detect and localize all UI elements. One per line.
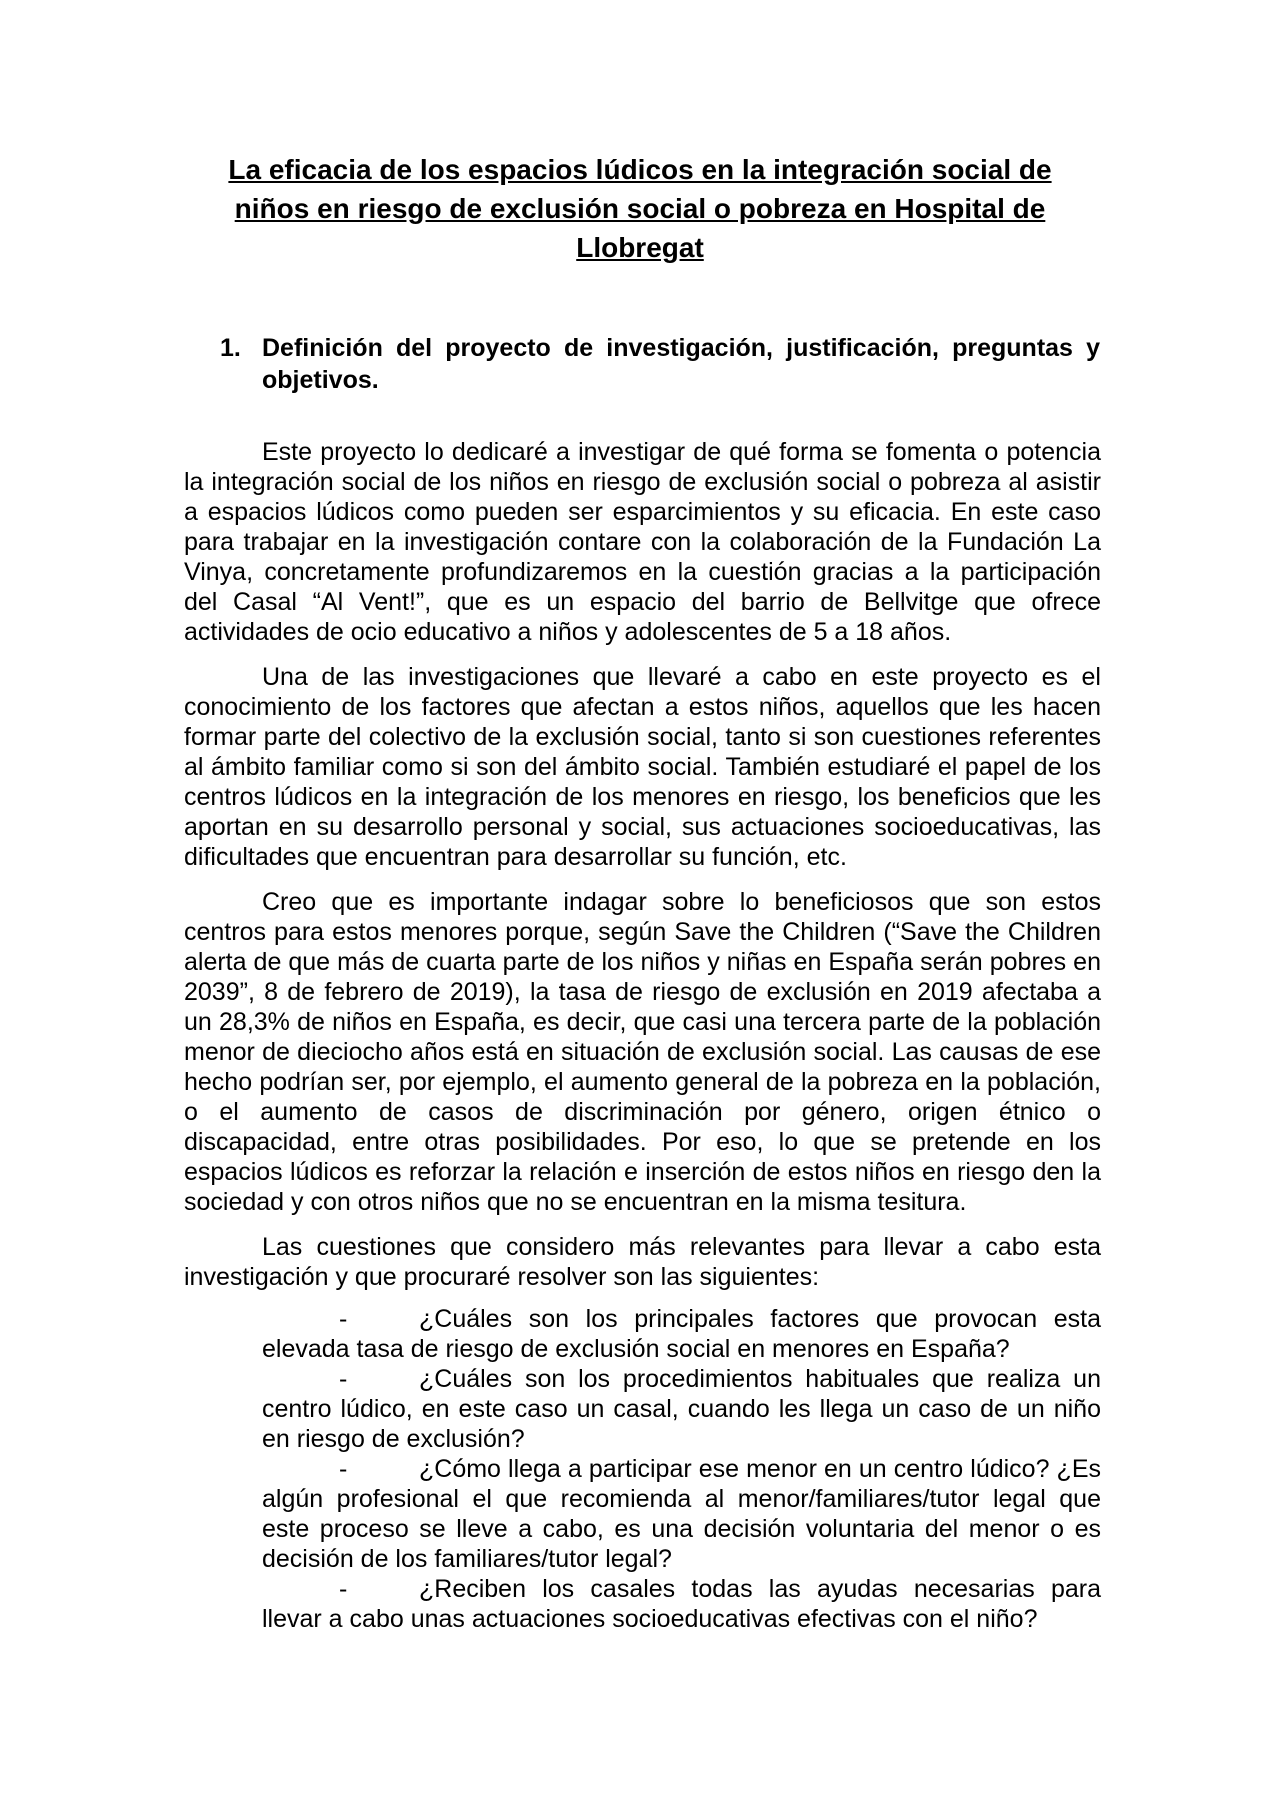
question-dash: - — [339, 1365, 348, 1393]
document-title: La eficacia de los espacios lúdicos en la integración social de niños en riesgo de exclusión social o pobreza en Hospital de Llobregat — [228, 154, 1052, 263]
question-dash: - — [339, 1305, 348, 1333]
paragraph-questions-intro: Las cuestiones que considero más relevantes para llevar a cabo esta investigación y que procuraré resolver son las siguientes: — [184, 1233, 1101, 1291]
document-body — [184, 437, 1101, 1634]
question-text: ¿Cuáles son los principales factores que provocan esta elevada tasa de riesgo de exclusión social en menores en España? — [262, 1305, 1101, 1363]
section-heading-text: Definición del proyecto de investigación, justificación, preguntas y objetivos. — [262, 334, 1100, 394]
question-item — [262, 1364, 1101, 1454]
paragraph-justification: Creo que es importante indagar sobre lo beneficiosos que son estos centros para estos menores porque, según Save the Children (“Save the Children alerta de que más de cuarta parte de los niños y niñas en España serán pobres en 2039”, 8 de febrero de 2019), la tasa de riesgo de exclusión en 2019 afectaba a un 28,3% de niños en España, es decir, que casi una tercera parte de la población menor de dieciocho años está en situación de exclusión social. Las causas de ese hecho podrían ser, por ejemplo, el aumento general de la pobreza en la población, o el aumento de casos de discriminación por género, origen étnico o discapacidad, entre otras posibilidades. Por eso, lo que se pretende en los espacios lúdicos es reforzar la relación e inserción de estos niños en riesgo den la sociedad y con otros niños que no se encuentran en la misma tesitura. — [184, 888, 1101, 1216]
question-text: ¿Cuáles son los procedimientos habituales que realiza un centro lúdico, en este caso un casal, cuando les llega un caso de un niño en riesgo de exclusión? — [262, 1365, 1101, 1453]
question-item — [262, 1574, 1101, 1634]
question-list — [184, 1304, 1101, 1634]
section-number: 1. — [220, 334, 241, 362]
question-dash: - — [339, 1455, 348, 1483]
question-text: ¿Reciben los casales todas las ayudas necesarias para llevar a cabo unas actuaciones socioeducativas efectivas con el niño? — [262, 1575, 1101, 1633]
question-item — [262, 1304, 1101, 1364]
question-text: ¿Cómo llega a participar ese menor en un centro lúdico? ¿Es algún profesional el que recomienda al menor/familiares/tutor legal que este proceso se lleve a cabo, es una decisión voluntaria del menor o es decisión de los familiares/tutor legal? — [262, 1455, 1101, 1573]
section-heading — [220, 332, 1100, 396]
question-item — [262, 1454, 1101, 1574]
paragraph-intro: Este proyecto lo dedicaré a investigar de qué forma se fomenta o potencia la integración social de los niños en riesgo de exclusión social o pobreza al asistir a espacios lúdicos como pueden ser esparcimientos y su eficacia. En este caso para trabajar en la investigación contare con la colaboración de la Fundación La Vinya, concretamente profundizaremos en la cuestión gracias a la participación del Casal “Al Vent!”, que es un espacio del barrio de Bellvitge que ofrece actividades de ocio educativo a niños y adolescentes de 5 a 18 años. — [184, 438, 1101, 646]
question-dash: - — [339, 1575, 348, 1603]
paragraph-research: Una de las investigaciones que llevaré a cabo en este proyecto es el conocimiento de los factores que afectan a estos niños, aquellos que les hacen formar parte del colectivo de la exclusión social, tanto si son cuestiones referentes al ámbito familiar como si son del ámbito social. También estudiaré el papel de los centros lúdicos en la integración de los menores en riesgo, los beneficios que les aportan en su desarrollo personal y social, sus actuaciones socioeducativas, las dificultades que encuentran para desarrollar su función, etc. — [184, 663, 1101, 871]
